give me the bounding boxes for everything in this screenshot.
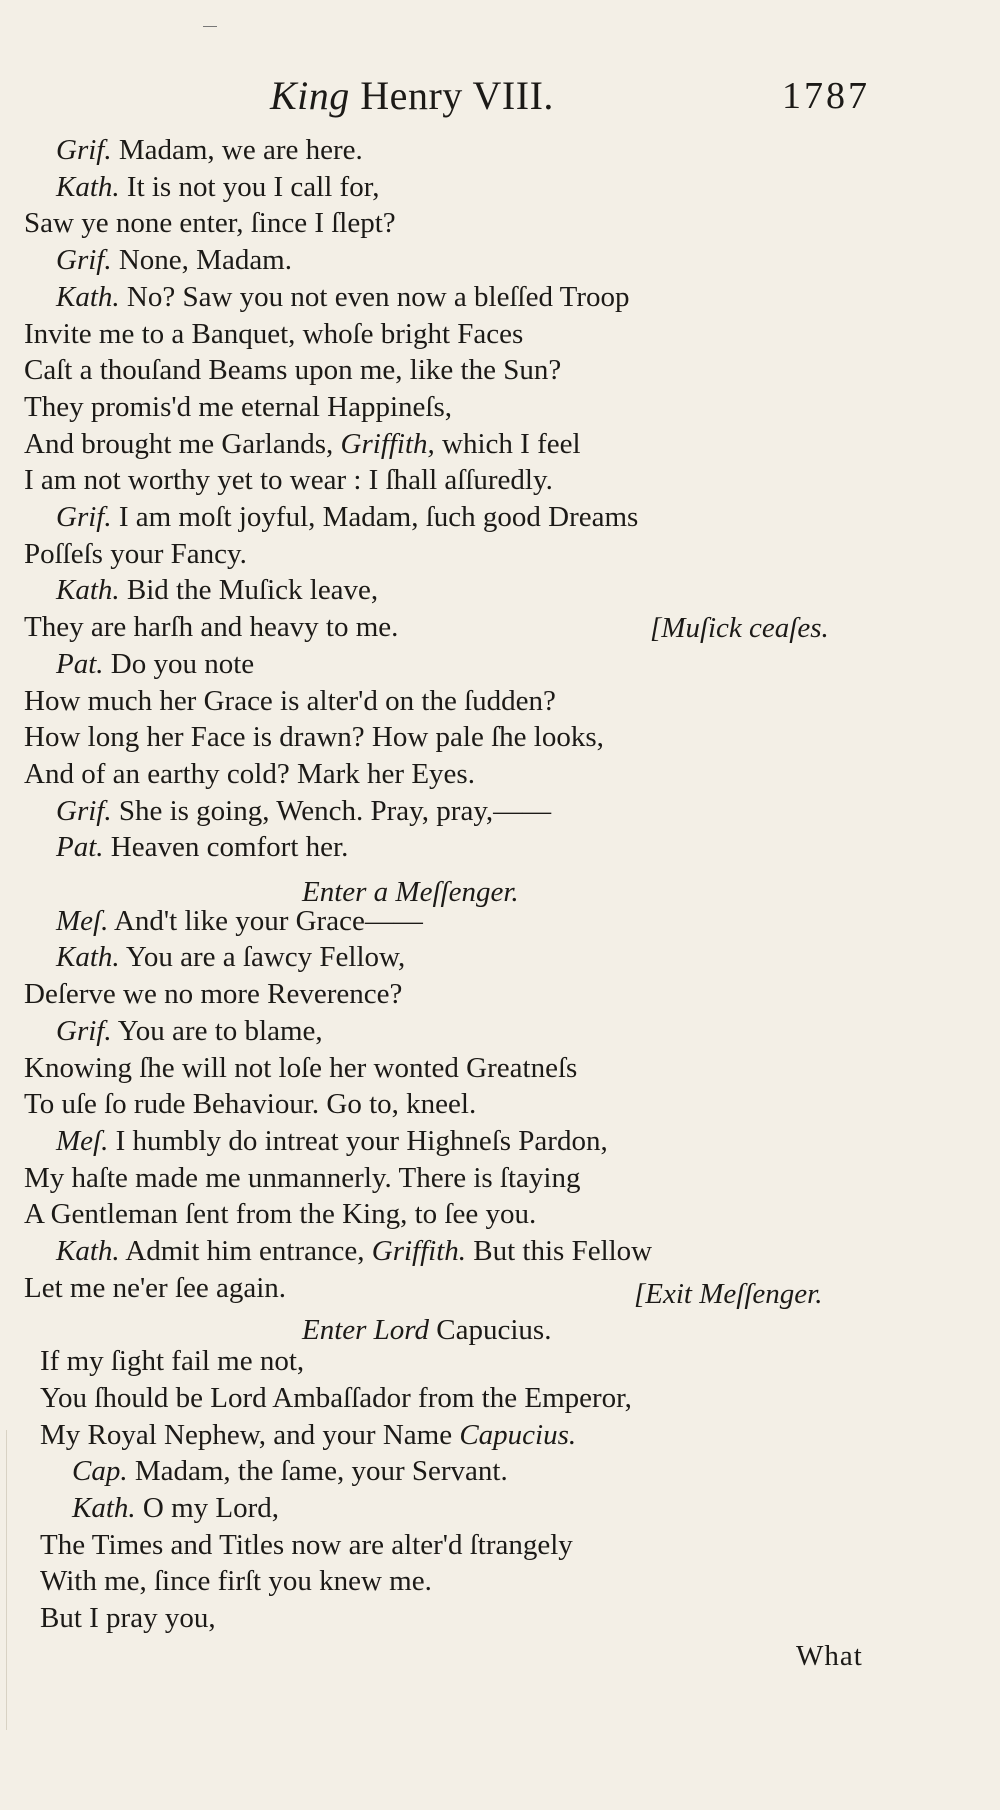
line-text: With me, ſince firſt you knew me. [40,1565,432,1598]
line-text: Invite me to a Banquet, whoſe bright Faces [24,317,524,350]
line-text: Let me ne'er ſee again. [24,1271,287,1304]
text-line [56,499,638,535]
stage-direction-musick-ceases: [Muſick ceaſes. [650,612,829,644]
line-text: And't like your Grace—— [108,904,423,937]
margin-shadow [6,1430,7,1730]
text-line [24,1160,580,1196]
text-line [56,939,405,975]
speaker-name: Cap. [72,1455,128,1488]
speaker-name: Pat. [56,647,104,680]
line-text: And brought me Garlands, [24,427,341,460]
line-text: You are a ſawcy Fellow, [119,941,406,974]
text-line [40,1563,432,1599]
text-line [56,1013,323,1049]
text-line [56,793,551,829]
line-text: I humbly do intreat your Highneſs Pardon, [108,1124,608,1157]
line-text: I am moſt joyful, Madam, ſuch good Dreams [111,501,639,533]
enter-capucius-italic: Enter Lord [302,1314,430,1346]
text-line [56,132,363,168]
text-line [72,1490,279,1526]
text-line [24,205,396,241]
stage-direction-enter-messenger: Enter a Meſſenger. [302,876,519,908]
speaker-name: Grif. [56,134,112,166]
line-text: How much her Grace is alter'd on the ſudden? [24,684,556,717]
text-line [40,1600,216,1636]
line-text: It is not you I call for, [119,170,380,203]
line-text: My haſte made me unmannerly. There is ſtaying [24,1161,581,1194]
text-line [24,316,523,352]
text-line [24,756,475,792]
page-mark [203,26,217,27]
text-line [24,683,556,719]
text-line [24,609,398,645]
line-text: The Times and Titles now are alter'd ſtrangely [40,1528,573,1561]
text-line [56,1233,652,1269]
line-text: Madam, the ſame, your Servant. [127,1455,508,1488]
line-text: Deſerve we no more Reverence? [24,978,403,1011]
line-text: Heaven comfort her. [103,831,349,864]
text-line [56,279,630,315]
speaker-name: Kath. [56,941,120,974]
stage-direction-enter-capucius [302,1312,551,1348]
text-line [56,242,292,278]
line-text: Saw ye none enter, ſince I ſlept? [24,207,396,240]
speaker-name: Grif. [56,501,112,533]
text-line [24,1270,286,1306]
line-text: Do you note [103,647,255,680]
text-line [24,1086,476,1122]
page-header [0,72,1000,122]
speaker-name: Pat. [56,831,104,864]
line-italic: Griffith. [371,1235,467,1267]
line-text: If my ſight fail me not, [40,1345,305,1378]
stage-direction-exit-messenger: [Exit Meſſenger. [634,1278,823,1310]
line-text: They are harſh and heavy to me. [24,611,399,644]
line-text: My Royal Nephew, and your Name [40,1418,460,1451]
text-line [24,536,247,572]
text-line [40,1380,632,1416]
speaker-name: Grif. [56,794,112,827]
speaker-name: Kath. [72,1491,136,1524]
speaker-name: Kath. [56,1235,120,1267]
line-italic: Capucius. [459,1418,577,1451]
line-text: You are to blame, [111,1014,323,1047]
line-text: Bid the Muſick leave, [119,574,379,607]
line-text: A Gentleman ſent from the King, to ſee you. [24,1198,537,1231]
speaker-name: Kath. [56,170,120,203]
text-line [56,646,254,682]
line-text: No? Saw you not even now a bleſſed Troop [119,280,630,313]
line-text: You ſhould be Lord Ambaſſador from the Emperor, [40,1381,632,1414]
speaker-name: Kath. [56,280,120,313]
line-text: Madam, we are here. [111,134,363,166]
line-text: But I pray you, [40,1602,216,1634]
text-line [56,1123,608,1159]
speaker-name: Meſ. [56,904,109,937]
line-text: They promis'd me eternal Happineſs, [24,390,453,423]
line-text: O my Lord, [135,1491,280,1524]
speaker-name: Kath. [56,574,120,607]
text-line [24,719,604,755]
line-text: Poſſeſs your Fancy. [24,537,247,570]
running-title [270,72,554,119]
line-text: And of an earthy cold? Mark her Eyes. [24,757,475,790]
line-text: To uſe ſo rude Behaviour. Go to, kneel. [24,1088,477,1121]
line-text: Knowing ſhe will not loſe her wonted Greatneſs [24,1051,578,1084]
text-line [24,389,452,425]
text-line [24,976,402,1012]
line-text: None, Madam. [111,244,292,277]
line-text-continued: But this Fellow [466,1235,653,1267]
speaker-name: Meſ. [56,1124,109,1157]
page-number: 1787 [782,75,870,117]
line-text-continued: which I feel [434,427,581,460]
text-line [40,1417,576,1453]
text-line [24,426,581,462]
text-line [24,462,553,498]
text-line [56,829,348,865]
running-title-rest: Henry VIII. [349,73,554,118]
text-line [56,169,379,205]
running-title-italic: King [270,73,350,118]
line-text: Admit him entrance, [119,1235,372,1267]
enter-capucius-name: Capucius. [429,1314,552,1346]
line-text: She is going, Wench. Pray, pray,—— [111,794,552,827]
line-italic: Griffith, [340,427,435,460]
text-line [40,1527,573,1563]
text-line [24,1196,536,1232]
line-text: Caſt a thouſand Beams upon me, like the Sun? [24,354,562,387]
text-line [40,1343,304,1379]
catchword: What [796,1640,863,1672]
speaker-name: Grif. [56,244,112,277]
text-line [72,1453,508,1489]
text-line [56,572,378,608]
speaker-name: Grif. [56,1014,112,1047]
text-line [24,352,561,388]
text-line [24,1050,577,1086]
line-text: How long her Face is drawn? How pale ſhe looks, [24,721,604,754]
line-text: I am not worthy yet to wear : I ſhall aſſuredly. [24,464,553,497]
